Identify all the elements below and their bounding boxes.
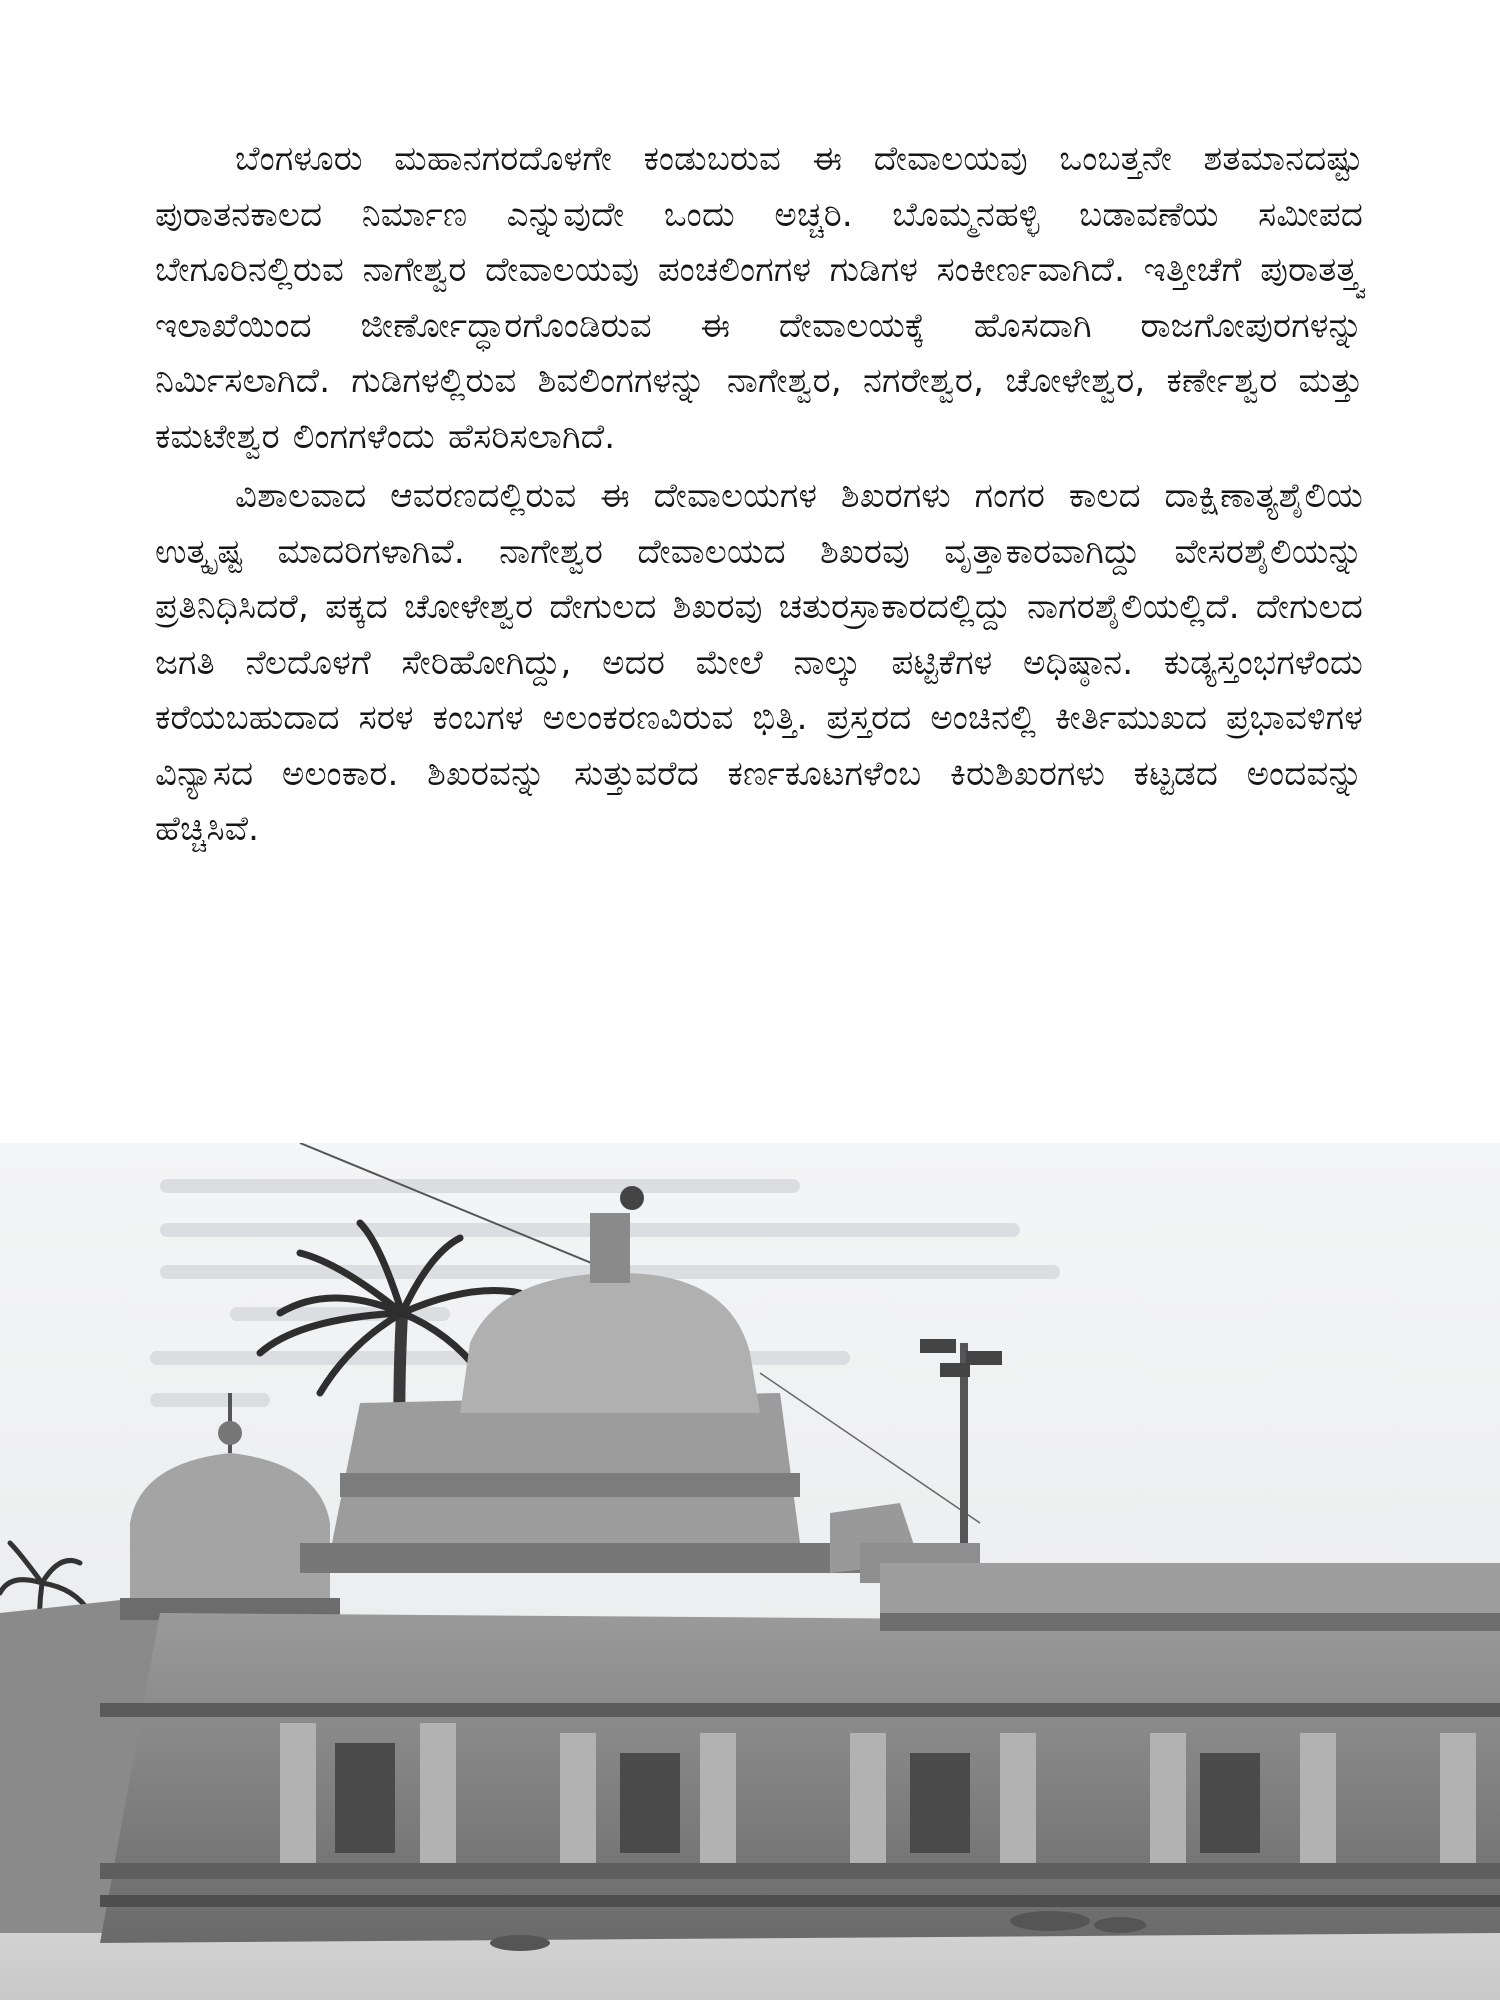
paragraph-architecture: ವಿಶಾಲವಾದ ಆವರಣದಲ್ಲಿರುವ ಈ ದೇವಾಲಯಗಳ ಶಿಖರಗಳು ಗಂಗರ ಕಾಲದ ದಾಕ್ಷಿಣಾತ್ಯಶೈಲಿಯ ಉತ್ಕೃಷ್ಟ ಮಾದರಿಗಳಾಗಿವೆ. ನಾಗೇಶ್ವರ ದೇವಾಲಯದ ಶಿಖರವು ವೃತ್ತಾಕಾರವಾಗಿದ್ದು ವೇಸರಶೈಲಿಯನ್ನು ಪ್ರತಿನಿಧಿಸಿದರೆ, ಪಕ್ಕದ ಚೋಳೇಶ್ವರ ದೇಗುಲದ ಶಿಖರವು ಚತುರಸ್ರಾಕಾರದಲ್ಲಿದ್ದು ನಾಗರಶೈಲಿಯಲ್ಲಿದೆ. ದೇಗುಲದ ಜಗತಿ ನೆಲದೊಳಗೆ ಸೇರಿಹೋಗಿದ್ದು, ಅದರ ಮೇಲೆ ನಾಲ್ಕು ಪಟ್ಟಿಕೆಗಳ ಅಧಿಷ್ಠಾನ. ಕುಡ್ಯಸ್ತಂಭಗಳೆಂದು ಕರೆಯಬಹುದಾದ ಸರಳ ಕಂಬಗಳ ಅಲಂಕರಣವಿರುವ ಭಿತ್ತಿ. ಪ್ರಸ್ತರದ ಅಂಚಿನಲ್ಲಿ ಕೀರ್ತಿಮುಖದ ಪ್ರಭಾವಳಿಗಳ ವಿನ್ಯಾಸದ ಅಲಂಕಾರ. ಶಿಖರವನ್ನು ಸುತ್ತುವರೆದ ಕರ್ಣಕೂಟಗಳೆಂಬ ಕಿರುಶಿಖರಗಳು ಕಟ್ಟಡದ ಅಂದವನ್ನು ಹೆಚ್ಚಿಸಿವೆ. [155, 476, 1363, 849]
paragraph-intro: ಬೆಂಗಳೂರು ಮಹಾನಗರದೊಳಗೇ ಕಂಡುಬರುವ ಈ ದೇವಾಲಯವು ಒಂಬತ್ತನೇ ಶತಮಾನದಷ್ಟು ಪುರಾತನಕಾಲದ ನಿರ್ಮಾಣ ಎನ್ನುವುದೇ ಒಂದು ಅಚ್ಚರಿ. ಬೊಮ್ಮನಹಳ್ಳಿ ಬಡಾವಣೆಯ ಸಮೀಪದ ಬೇಗೂರಿನಲ್ಲಿರುವ ನಾಗೇಶ್ವರ ದೇವಾಲಯವು ಪಂಚಲಿಂಗಗಳ ಗುಡಿಗಳ ಸಂಕೀರ್ಣವಾಗಿದೆ. ಇತ್ತೀಚೆಗೆ ಪುರಾತತ್ತ್ವ ಇಲಾಖೆಯಿಂದ ಜೀರ್ಣೋದ್ಧಾರಗೊಂಡಿರುವ ಈ ದೇವಾಲಯಕ್ಕೆ ಹೊಸದಾಗಿ ರಾಜಗೋಪುರಗಳನ್ನು ನಿರ್ಮಿಸಲಾಗಿದೆ. ಗುಡಿಗಳಲ್ಲಿರುವ ಶಿವಲಿಂಗಗಳನ್ನು ನಾಗೇಶ್ವರ, ನಗರೇಶ್ವರ, ಚೋಳೇಶ್ವರ, ಕರ್ಣೇಶ್ವರ ಮತ್ತು ಕಮಟೇಶ್ವರ ಲಿಂಗಗಳೆಂದು ಹೆಸರಿಸಲಾಗಿದೆ. [155, 139, 1363, 457]
body-text [155, 132, 1363, 862]
temple-illustration [0, 1143, 1500, 2000]
temple-photograph [0, 1143, 1500, 2000]
temple-structure [0, 1186, 1500, 1951]
